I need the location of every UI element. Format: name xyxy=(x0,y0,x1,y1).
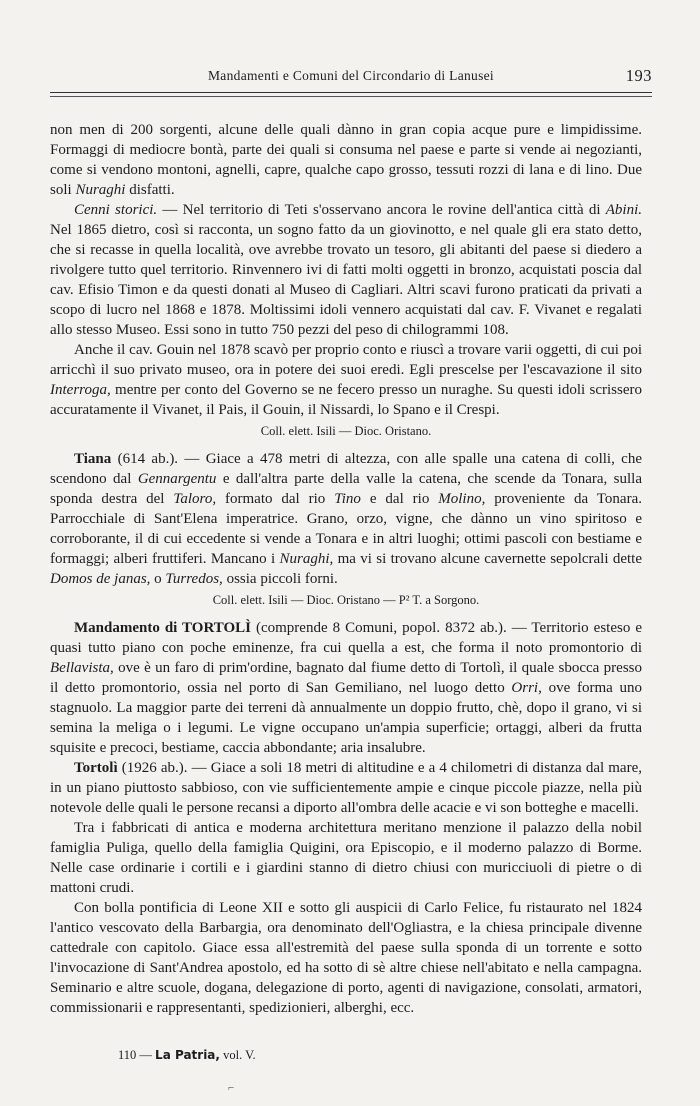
running-header xyxy=(50,66,652,88)
paragraph-sorgenti: non men di 200 sorgenti, alcune delle quali dànno in gran copia acque pure e limpidissime. Formaggi di mediocre bontà, parte dei quali si consuma nel paese e parte si vende ai negozianti, come si vendono montoni, agnelli, capre, qualche capo grosso, tessuti rozzi di lana e di lino. Due soli Nuraghi disfatti. xyxy=(50,122,642,198)
paragraph-mandamento-tortoli: Mandamento di TORTOLÌ (comprende 8 Comuni, popol. 8372 ab.). — Territorio esteso e quasi tutto piano con poche eminenze, fra cui quella a est, che forma il noto promontorio di Bellavista, ove è un faro di prim'ordine, bagnato dal fiume detto di Tortolì, il quale sbocca presso il detto promontorio, ossia nel porto di San Gemiliano, nel luogo detto Orri, ove forma uno stagnuolo. La maggior parte dei terreni dà annualmente un doppio frutto, chè, dopo il grano, vi si semina la meliga o i legumi. Le vigne occupano un'ampia superficie; ortaggi, alberi da frutta squisite e precoci, bestiame, caccia abbondante; aria insalubre. xyxy=(50,620,642,756)
signature-footer: 110 — La Patria, vol. V. xyxy=(118,1048,256,1062)
paragraph-cenni-storici: Cenni storici. — Nel territorio di Teti s'osservano ancora le rovine dell'antica città di Abini. Nel 1865 dietro, così si racconta, un sogno fatto da un giovinotto, e nel quale gli era stato detto, che si recasse in quella località, ove avrebbe trovato un tesoro, gli abitanti del paese si diedero a rivolgere tutto quel territorio. Rinvennero ivi di fatti molti oggetti in bronzo, acquistati poscia dal cav. Efisio Timon e da questi donati al Museo di Cagliari. Altri scavi furono praticati da privati a scopo di lucro nel 1868 e 1878. Moltissimi idoli vennero acquistati dal cav. F. Vivanet e regalati allo stesso Museo. Essi sono in tutto 750 pezzi del peso di chilogrammi 108. xyxy=(50,202,642,338)
entry-title-tiana: Tiana xyxy=(74,451,112,467)
entry-title-tortoli: Tortolì xyxy=(74,760,118,776)
header-rule xyxy=(50,92,652,93)
collegio-note-teti: Coll. elett. Isili — Dioc. Oristano. xyxy=(260,424,432,438)
footer-work-title: La Patria, xyxy=(155,1048,220,1062)
collegio-note-tiana: Coll. elett. Isili — Dioc. Oristano — P² T. a Sorgono. xyxy=(212,593,480,607)
paragraph-fabbricati: Tra i fabbricati di antica e moderna architettura meritano menzione il palazzo della nobil famiglia Puliga, quello della famiglia Quigini, ora Episcopio, e il moderno palazzo di Borme. Nelle case ordinarie i cortili e i giardini stanno di dietro chiusi con muricciuoli di pietre o di mattoni crudi. xyxy=(50,820,642,896)
body-text xyxy=(50,120,642,1018)
paragraph-tortoli: Tortolì (1926 ab.). — Giace a soli 18 metri di altitudine e a 4 chilometri di distanza dal mare, in un piano piuttosto sabbioso, con vie sufficientemente ampie e cinque piccole piazze, nella più notevole delle quali le persone recansi a diporto all'ombra delle acacie e vi son botteghe e macelli. xyxy=(50,760,642,816)
header-title: Mandamenti e Comuni del Circondario di Lanusei xyxy=(208,68,494,83)
paragraph-gouin: Anche il cav. Gouin nel 1878 scavò per proprio conto e riuscì a trovare varii oggetti, di cui poi arricchì il suo privato museo, ora in potere dei suoi eredi. Egli prescelse per l'escavazione il sito Interroga, mentre per conto del Governo se ne fecero presso un nuraghe. Su questi idoli scrissero accuratamente il Vivanet, il Pais, il Gouin, il Nissardi, lo Spano e il Crespi. xyxy=(50,342,642,418)
paragraph-bolla: Con bolla pontificia di Leone XII e sotto gli auspicii di Carlo Felice, fu ristaurato nel 1824 l'antico vescovato della Barbargia, ora denominato dell'Ogliastra, e la chiesa principale divenne cattedrale con capitolo. Giace essa all'estremità del paese sulla sponda di un torrente e sotto l'invocazione di Sant'Andrea apostolo, ed ha sotto di sè altre chiese nell'abitato e nella campagna. Seminario e altre scuole, dogana, delegazione di porto, agenti di navigazione, consolati, armatori, commissionarii e rappresentanti, spedizionieri, alberghi, ecc. xyxy=(50,900,642,1016)
header-rule-thin xyxy=(50,96,652,97)
print-mark: ⌐ xyxy=(228,1082,235,1094)
page-number: 193 xyxy=(625,66,652,85)
paragraph-tiana: Tiana (614 ab.). — Giace a 478 metri di altezza, con alle spalle una catena di colli, che scendono dal Gennargentu e dall'altra parte della valle la catena, che scende da Tonara, sulla sponda destra del Taloro, formato dal rio Tino e dal rio Molino, proveniente da Tonara. Parrocchiale di Sant'Elena imperatrice. Grano, orzo, vigne, che dànno un vino spiritoso e corroborante, il di cui eccedente si vende a Tonara e in altri luoghi; ottimi pascoli con bestiame e formaggi; alberi fruttiferi. Mancano i Nuraghi, ma vi si trovano alcune cavernette sepolcrali dette Domos de janas, o Turredos, ossia piccoli forni. xyxy=(50,451,643,587)
entry-title-mandamento: Mandamento di TORTOLÌ xyxy=(74,620,251,636)
